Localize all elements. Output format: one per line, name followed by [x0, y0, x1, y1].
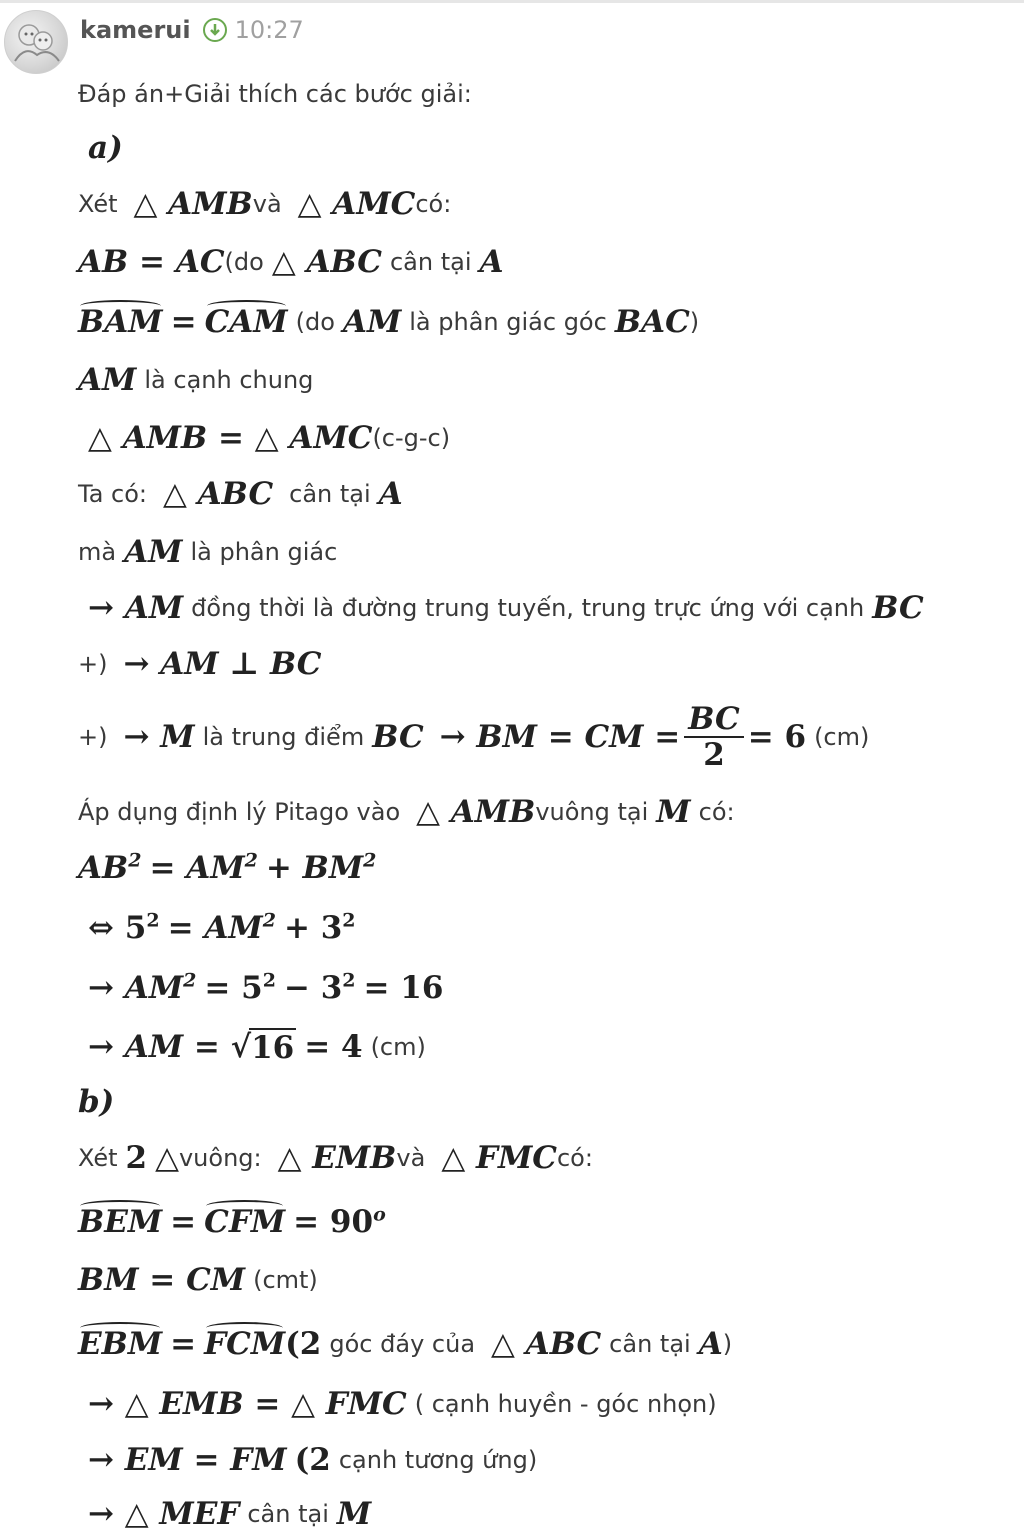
line-bm-cm: BM = CM (cmt): [78, 1262, 318, 1298]
part-a-label: a): [88, 130, 123, 166]
line-ta-co: Ta có: △ ABC cân tại A: [78, 476, 403, 512]
part-b-label: b): [78, 1084, 115, 1120]
line-angles-bam-cam: BAM = CAM (do AM là phân giác góc BAC ): [78, 304, 700, 340]
line-right-angles: BEM = CFM = $90^o$: [78, 1203, 386, 1240]
line-congruent-b: → △ EMB = △ FMC ( cạnh huyền - góc nhọn): [88, 1386, 717, 1422]
line-base-angles: EBM = FCM (2 góc đáy của △ ABC cân tại A ): [78, 1326, 733, 1362]
avatar-illustration-icon: [5, 11, 67, 73]
equation-3: → $AM^2$ = $5^2$ − $3^2$ = 16: [88, 969, 444, 1006]
intro-line: Đáp án+Giải thích các bước giải:: [78, 80, 472, 108]
line-xet-a: Xét △ AMB và △ AMC có:: [78, 186, 452, 222]
line-congruent-a: △ AMB = △ AMC (c-g-c): [88, 420, 451, 456]
post-time: 10:27: [234, 16, 304, 44]
equation-2: ⇔ $5^2$ = $AM^2$ + $3^2$: [88, 909, 356, 946]
line-mef: → △ MEF cân tại M: [88, 1496, 372, 1532]
verified-badge-icon: [203, 18, 227, 42]
post-header: [80, 12, 304, 48]
line-perpendicular: +) → AM ⊥ BC: [78, 646, 322, 682]
user-avatar[interactable]: [4, 10, 68, 74]
equation-4: → AM = √ 16 = 4 (cm): [88, 1029, 426, 1066]
equation-1: $AB^2$ = $AM^2$ + $BM^2$: [78, 849, 377, 886]
line-common-side: AM là cạnh chung: [78, 362, 314, 398]
username[interactable]: kamerui: [80, 16, 191, 44]
line-em-fm: → EM = FM (2 cạnh tương ứng): [88, 1442, 538, 1478]
line-pitago: Áp dụng định lý Pitago vào △ AMB vuông tại M có:: [78, 794, 735, 830]
line-ab-ac: AB = AC (do △ ABC cân tại A: [78, 244, 504, 280]
fraction-bc-over-2: $\frac{BC}{2}$: [684, 702, 743, 772]
top-divider: [0, 0, 1024, 3]
line-ma-am: mà AM là phân giác: [78, 534, 338, 570]
line-median: → AM đồng thời là đường trung tuyến, trung trực ứng với cạnh BC: [88, 590, 924, 626]
line-xet-b: Xét 2 △ vuông: △ EMB và △ FMC có:: [78, 1140, 593, 1176]
line-midpoint: +) → M là trung điểm BC → BM = CM = $\frac{BC}{2}$ = 6 (cm): [78, 701, 870, 773]
